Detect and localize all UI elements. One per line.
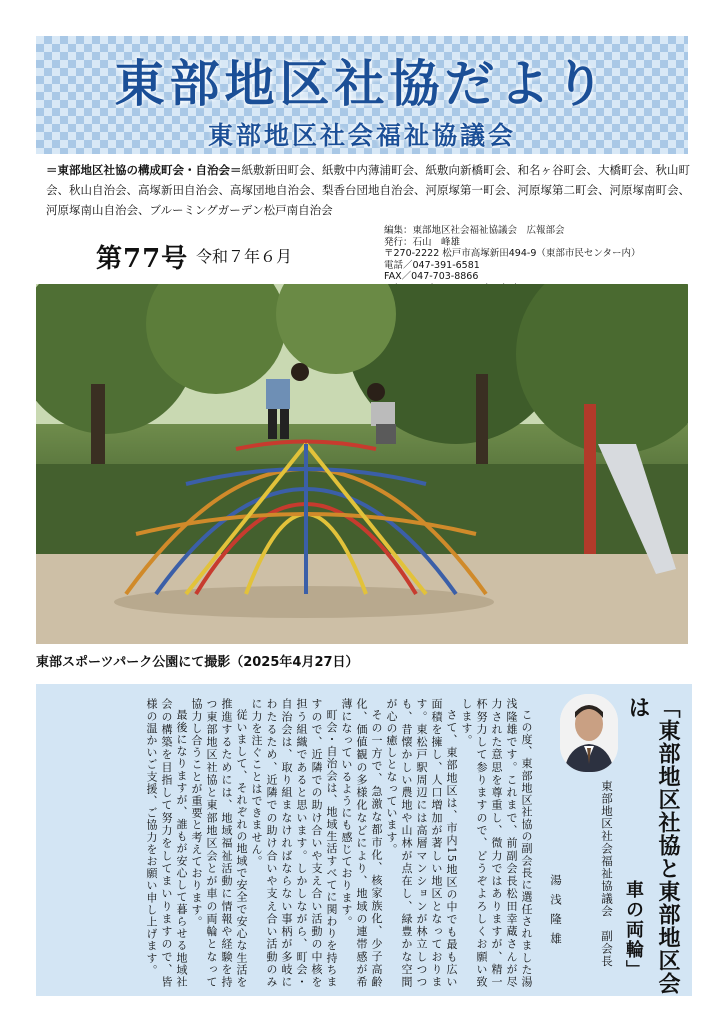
article-body xyxy=(50,698,534,988)
article-headline: 「東部地区社協と東部地区会は xyxy=(625,696,680,995)
park-photo-illustration xyxy=(36,284,688,644)
article-paragraph: この度、東部地区社協の副会長に選任されました湯浅隆雄です。これまで、前副会長松田幸蔵さんが尽力された意思を尊重し、微力ではありますが、精一杯努力して参りますので、どうぞよろしくお願い致します。 xyxy=(460,698,533,988)
masthead-banner xyxy=(36,36,688,154)
member-associations xyxy=(46,160,696,220)
photo-caption: 東部スポーツパーク公園にて撮影（2025年4月27日） xyxy=(36,655,359,670)
greeting-article xyxy=(36,684,692,996)
member-associations-list: 紙敷新田町会、紙敷中内薄浦町会、紙敷向新橋町会、和名ヶ谷町会、大橋町会、秋山町会、秋山自治会、高塚新田自治会、高塚団地自治会、梨香台団地自治会、河原塚第一町会、河原塚第二町会、河原塚南町会、河原塚南山自治会、ブルーミングガーデン松戸南自治会 xyxy=(46,163,690,217)
portrait-illustration xyxy=(560,694,618,772)
park-photo xyxy=(36,284,688,644)
issue-date: 令和７年６月 xyxy=(196,247,293,266)
colophon-editor: 編集：東部地区社会福祉協議会 広報部会 xyxy=(384,225,565,236)
author-role: 東部地区社会福祉協議会 副会長 xyxy=(600,780,614,968)
member-associations-label: ＝東部地区社協の構成町会・自治会＝ xyxy=(46,163,242,177)
author-portrait xyxy=(560,694,618,772)
issue-number: 第77号 xyxy=(96,244,189,274)
article-headline-sub: 車の両輪」 xyxy=(623,880,644,980)
colophon-phone: 電話／047-391-6581 xyxy=(384,259,480,271)
colophon-publisher: 発行：石山 峰雄 xyxy=(384,236,461,248)
article-paragraph: 従いまして、それぞれの地域で安全で安心な生活を推進するためには、地域福祉活動に情報や経験を持つ東部地区社協と東部地区会とが車の両輪となって協力し合うことが重要と考えております。 xyxy=(190,698,248,988)
colophon-fax: FAX／047-703-8866 xyxy=(384,271,479,282)
author-name: 湯浅隆雄 xyxy=(549,874,563,952)
colophon-address: 〒270-2222 松戸市高塚新田494-9（東部市民センター内） xyxy=(384,248,641,259)
article-paragraph: 町会・自治会は、地域生活すべてに関わりを持ちますので、近隣での助け合いや支え合い活動の中核を担う組織であると思います。しかしながら、町会・自治会は、取り組まなければならない事柄が多岐にわたるため、近隣での助け合いや支え合い活動のみに力を注ぐことはできません。 xyxy=(250,698,338,988)
organization-name: 東部地区社会福祉協議会 xyxy=(207,121,516,150)
newsletter-title: 東部地区社協だより xyxy=(114,55,610,113)
article-paragraph: さて、東部地区は、市内15地区の中でも最も広い面積を擁し、人口増加が著しい地区となっております。東松戸駅周辺には高層マンションが林立しつつも、昔懐かしい農地や山林が点在し、緑豊かな空間が心の癒しとなっています。 xyxy=(385,698,458,988)
article-paragraph: 最後になりますが、誰もが安心して暮らせる地域社会の構築を目指して努力をしてまいりますので、皆様の温かいご支援、ご協力をお願い申し上げます。 xyxy=(145,698,188,988)
article-paragraph: その一方で、急激な都市化、核家族化、少子高齢化、価値観の多様化などにより、地域の連帯感が希薄になっているようにも感じております。 xyxy=(340,698,383,988)
